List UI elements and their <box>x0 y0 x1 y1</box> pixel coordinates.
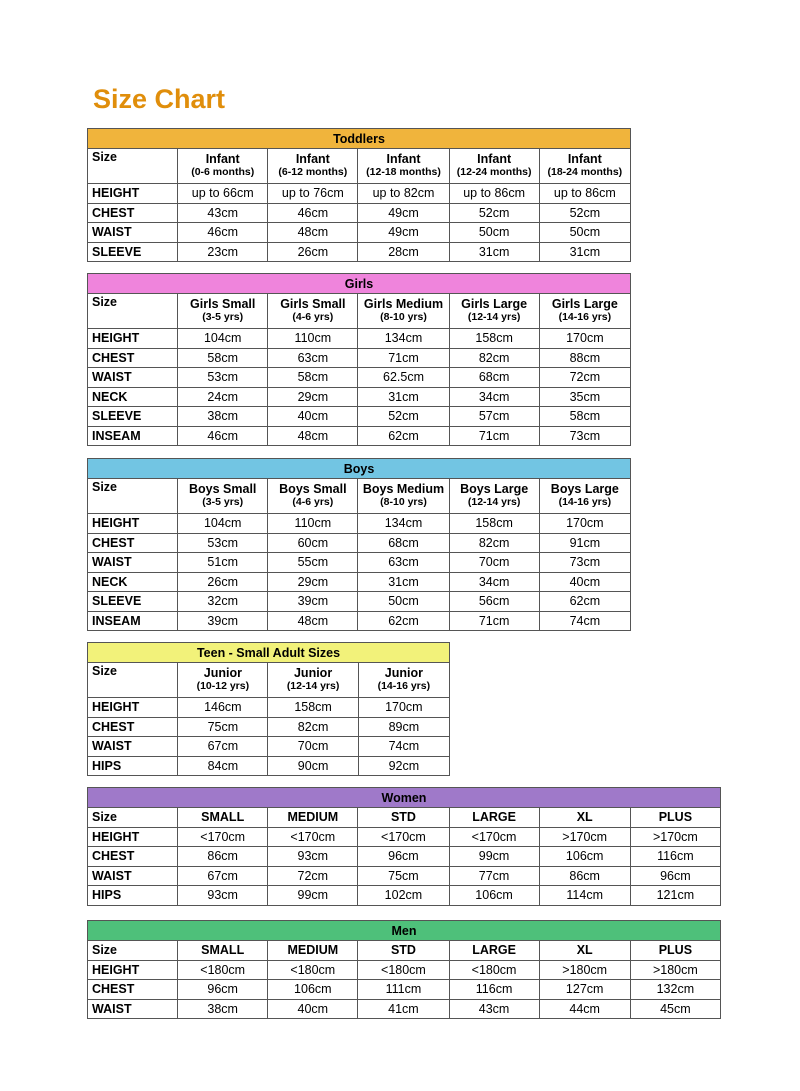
teen-column-header <box>358 663 449 698</box>
toddlers-cell: 43cm <box>178 203 268 223</box>
girls-cell: 72cm <box>539 368 630 388</box>
teen-column-header <box>268 663 358 698</box>
toddlers-column-header <box>449 149 539 184</box>
girls-cell: 48cm <box>268 426 358 446</box>
men-row-label: WAIST <box>88 999 178 1019</box>
table-row <box>88 592 631 612</box>
women-size-label: Size <box>88 808 178 828</box>
girls-column-header <box>449 294 539 329</box>
women-column-header: STD <box>358 808 449 828</box>
boys-cell: 91cm <box>539 533 630 553</box>
table-row <box>88 717 450 737</box>
boys-cell: 68cm <box>358 533 449 553</box>
table-row <box>88 698 450 718</box>
boys-cell: 39cm <box>268 592 358 612</box>
men-cell: 111cm <box>358 980 449 1000</box>
boys-column-header <box>449 479 539 514</box>
boys-cell: 29cm <box>268 572 358 592</box>
table-row <box>88 329 631 349</box>
toddlers-cell: up to 86cm <box>449 184 539 204</box>
teen-cell: 70cm <box>268 737 358 757</box>
girls-cell: 71cm <box>449 426 539 446</box>
teen-cell: 158cm <box>268 698 358 718</box>
toddlers-column-header <box>539 149 630 184</box>
toddlers-row-label: CHEST <box>88 203 178 223</box>
women-cell: 77cm <box>449 866 539 886</box>
toddlers-cell: 31cm <box>449 242 539 262</box>
toddlers-cell: 48cm <box>268 223 358 243</box>
boys-cell: 62cm <box>539 592 630 612</box>
men-cell: 96cm <box>178 980 268 1000</box>
girls-column-name: Girls Large <box>551 297 618 311</box>
girls-column-name: Girls Large <box>461 297 528 311</box>
toddlers-column-name: Infant <box>295 152 330 166</box>
teen-column-name: Junior <box>203 666 242 680</box>
boys-header: Boys <box>88 459 631 479</box>
toddlers-cell: 52cm <box>449 203 539 223</box>
boys-row-label: SLEEVE <box>88 592 178 612</box>
boys-column-header <box>178 479 268 514</box>
toddlers-cell: up to 66cm <box>178 184 268 204</box>
toddlers-cell: up to 86cm <box>539 184 630 204</box>
teen-cell: 170cm <box>358 698 449 718</box>
girls-cell: 58cm <box>178 348 268 368</box>
boys-column-age-range: (14-16 yrs) <box>558 496 612 508</box>
boys-cell: 134cm <box>358 514 449 534</box>
girls-row-label: SLEEVE <box>88 407 178 427</box>
girls-cell: 29cm <box>268 387 358 407</box>
men-cell: <180cm <box>449 960 539 980</box>
boys-table <box>87 458 631 631</box>
boys-cell: 63cm <box>358 553 449 573</box>
girls-cell: 52cm <box>358 407 449 427</box>
table-row <box>88 756 450 776</box>
boys-cell: 170cm <box>539 514 630 534</box>
boys-cell: 48cm <box>268 611 358 631</box>
women-column-header: SMALL <box>178 808 268 828</box>
toddlers-table <box>87 128 631 262</box>
toddlers-column-age-range: (18-24 months) <box>547 166 623 178</box>
boys-cell: 31cm <box>358 572 449 592</box>
toddlers-column-name: Infant <box>386 152 421 166</box>
teen-cell: 82cm <box>268 717 358 737</box>
men-cell: <180cm <box>268 960 358 980</box>
table-row <box>88 737 450 757</box>
women-cell: 86cm <box>539 866 630 886</box>
women-cell: <170cm <box>358 827 449 847</box>
girls-table <box>87 273 631 446</box>
boys-column-header <box>358 479 449 514</box>
women-cell: 99cm <box>268 886 358 906</box>
toddlers-column-age-range: (0-6 months) <box>191 166 255 178</box>
women-cell: <170cm <box>178 827 268 847</box>
toddlers-cell: 28cm <box>358 242 449 262</box>
toddlers-cell: 46cm <box>268 203 358 223</box>
girls-cell: 158cm <box>449 329 539 349</box>
toddlers-cell: 46cm <box>178 223 268 243</box>
table-row <box>88 886 721 906</box>
girls-column-header <box>539 294 630 329</box>
table-row <box>88 348 631 368</box>
boys-cell: 40cm <box>539 572 630 592</box>
girls-cell: 58cm <box>539 407 630 427</box>
girls-row-label: HEIGHT <box>88 329 178 349</box>
girls-column-age-range: (14-16 yrs) <box>558 311 612 323</box>
boys-cell: 32cm <box>178 592 268 612</box>
men-column-header: SMALL <box>178 941 268 961</box>
teen-table <box>87 642 450 776</box>
women-cell: 106cm <box>539 847 630 867</box>
women-cell: 67cm <box>178 866 268 886</box>
girls-cell: 88cm <box>539 348 630 368</box>
toddlers-cell: 50cm <box>539 223 630 243</box>
boys-cell: 110cm <box>268 514 358 534</box>
teen-row-label: WAIST <box>88 737 178 757</box>
teen-header: Teen - Small Adult Sizes <box>88 643 450 663</box>
boys-cell: 39cm <box>178 611 268 631</box>
boys-cell: 82cm <box>449 533 539 553</box>
teen-cell: 84cm <box>178 756 268 776</box>
boys-row-label: WAIST <box>88 553 178 573</box>
boys-cell: 70cm <box>449 553 539 573</box>
boys-cell: 51cm <box>178 553 268 573</box>
men-column-header: LARGE <box>449 941 539 961</box>
men-cell: 44cm <box>539 999 630 1019</box>
table-row <box>88 223 631 243</box>
table-row <box>88 368 631 388</box>
teen-row-label: CHEST <box>88 717 178 737</box>
men-cell: >180cm <box>630 960 720 980</box>
girls-cell: 40cm <box>268 407 358 427</box>
teen-cell: 90cm <box>268 756 358 776</box>
boys-cell: 55cm <box>268 553 358 573</box>
teen-column-header <box>178 663 268 698</box>
toddlers-column-age-range: (12-18 months) <box>366 166 441 178</box>
men-header: Men <box>88 921 721 941</box>
women-row-label: WAIST <box>88 866 178 886</box>
women-column-header: PLUS <box>630 808 720 828</box>
women-cell: >170cm <box>630 827 720 847</box>
boys-cell: 26cm <box>178 572 268 592</box>
boys-column-name: Boys Small <box>279 482 347 496</box>
girls-column-age-range: (12-14 yrs) <box>467 311 521 323</box>
boys-cell: 74cm <box>539 611 630 631</box>
women-cell: <170cm <box>449 827 539 847</box>
page-title: Size Chart <box>93 84 226 114</box>
men-cell: 40cm <box>268 999 358 1019</box>
toddlers-cell: up to 82cm <box>358 184 449 204</box>
table-row <box>88 407 631 427</box>
girls-column-header <box>268 294 358 329</box>
girls-cell: 71cm <box>358 348 449 368</box>
toddlers-column-name: Infant <box>567 152 602 166</box>
women-column-header: XL <box>539 808 630 828</box>
girls-column-name: Girls Small <box>190 297 256 311</box>
boys-column-age-range: (3-5 yrs) <box>202 496 244 508</box>
girls-cell: 58cm <box>268 368 358 388</box>
girls-cell: 170cm <box>539 329 630 349</box>
men-cell: 43cm <box>449 999 539 1019</box>
teen-cell: 74cm <box>358 737 449 757</box>
boys-cell: 60cm <box>268 533 358 553</box>
teen-column-age-range: (14-16 yrs) <box>377 680 431 692</box>
women-cell: <170cm <box>268 827 358 847</box>
girls-row-label: WAIST <box>88 368 178 388</box>
girls-cell: 68cm <box>449 368 539 388</box>
boys-column-header <box>539 479 630 514</box>
boys-column-age-range: (12-14 yrs) <box>467 496 521 508</box>
women-cell: >170cm <box>539 827 630 847</box>
toddlers-header: Toddlers <box>88 129 631 149</box>
women-row-label: HIPS <box>88 886 178 906</box>
women-cell: 86cm <box>178 847 268 867</box>
boys-row-label: CHEST <box>88 533 178 553</box>
toddlers-cell: 23cm <box>178 242 268 262</box>
boys-column-name: Boys Large <box>460 482 529 496</box>
table-row <box>88 980 721 1000</box>
toddlers-row-label: SLEEVE <box>88 242 178 262</box>
boys-column-name: Boys Small <box>189 482 257 496</box>
table-row <box>88 553 631 573</box>
girls-column-age-range: (3-5 yrs) <box>202 311 244 323</box>
table-row <box>88 426 631 446</box>
boys-cell: 34cm <box>449 572 539 592</box>
men-cell: 127cm <box>539 980 630 1000</box>
men-cell: 116cm <box>449 980 539 1000</box>
men-cell: <180cm <box>358 960 449 980</box>
girls-cell: 110cm <box>268 329 358 349</box>
table-row <box>88 203 631 223</box>
women-cell: 116cm <box>630 847 720 867</box>
men-cell: >180cm <box>539 960 630 980</box>
girls-cell: 62cm <box>358 426 449 446</box>
teen-column-name: Junior <box>384 666 423 680</box>
table-row <box>88 960 721 980</box>
women-cell: 96cm <box>358 847 449 867</box>
girls-cell: 134cm <box>358 329 449 349</box>
toddlers-cell: 49cm <box>358 223 449 243</box>
toddlers-cell: 50cm <box>449 223 539 243</box>
teen-row-label: HEIGHT <box>88 698 178 718</box>
girls-column-age-range: (4-6 yrs) <box>292 311 334 323</box>
teen-cell: 146cm <box>178 698 268 718</box>
toddlers-column-header <box>178 149 268 184</box>
table-row <box>88 999 721 1019</box>
men-cell: 45cm <box>630 999 720 1019</box>
boys-cell: 73cm <box>539 553 630 573</box>
teen-cell: 89cm <box>358 717 449 737</box>
women-column-header: MEDIUM <box>268 808 358 828</box>
women-cell: 93cm <box>268 847 358 867</box>
men-column-header: PLUS <box>630 941 720 961</box>
girls-row-label: CHEST <box>88 348 178 368</box>
girls-cell: 63cm <box>268 348 358 368</box>
table-row <box>88 847 721 867</box>
boys-column-name: Boys Large <box>550 482 619 496</box>
women-cell: 114cm <box>539 886 630 906</box>
girls-cell: 57cm <box>449 407 539 427</box>
teen-cell: 92cm <box>358 756 449 776</box>
boys-column-age-range: (8-10 yrs) <box>380 496 427 508</box>
toddlers-cell: up to 76cm <box>268 184 358 204</box>
women-column-header: LARGE <box>449 808 539 828</box>
men-cell: 132cm <box>630 980 720 1000</box>
women-cell: 72cm <box>268 866 358 886</box>
boys-row-label: NECK <box>88 572 178 592</box>
boys-cell: 104cm <box>178 514 268 534</box>
toddlers-row-label: HEIGHT <box>88 184 178 204</box>
girls-cell: 53cm <box>178 368 268 388</box>
men-column-header: STD <box>358 941 449 961</box>
women-table <box>87 787 721 906</box>
women-cell: 121cm <box>630 886 720 906</box>
boys-column-age-range: (4-6 yrs) <box>292 496 334 508</box>
table-row <box>88 387 631 407</box>
men-cell: 41cm <box>358 999 449 1019</box>
men-row-label: HEIGHT <box>88 960 178 980</box>
women-cell: 106cm <box>449 886 539 906</box>
girls-cell: 35cm <box>539 387 630 407</box>
men-column-header: MEDIUM <box>268 941 358 961</box>
teen-cell: 67cm <box>178 737 268 757</box>
women-cell: 99cm <box>449 847 539 867</box>
table-row <box>88 184 631 204</box>
toddlers-cell: 52cm <box>539 203 630 223</box>
men-cell: 106cm <box>268 980 358 1000</box>
girls-cell: 31cm <box>358 387 449 407</box>
girls-cell: 46cm <box>178 426 268 446</box>
girls-cell: 62.5cm <box>358 368 449 388</box>
men-column-header: XL <box>539 941 630 961</box>
boys-column-name: Boys Medium <box>362 482 445 496</box>
women-cell: 75cm <box>358 866 449 886</box>
men-table <box>87 920 721 1019</box>
toddlers-column-header <box>358 149 449 184</box>
teen-cell: 75cm <box>178 717 268 737</box>
toddlers-cell: 26cm <box>268 242 358 262</box>
teen-column-name: Junior <box>293 666 333 680</box>
women-cell: 102cm <box>358 886 449 906</box>
girls-cell: 104cm <box>178 329 268 349</box>
women-row-label: HEIGHT <box>88 827 178 847</box>
table-row <box>88 866 721 886</box>
boys-cell: 71cm <box>449 611 539 631</box>
toddlers-column-name: Infant <box>477 152 512 166</box>
girls-size-label: Size <box>88 294 178 329</box>
girls-column-name: Girls Small <box>280 297 346 311</box>
men-cell: <180cm <box>178 960 268 980</box>
women-header: Women <box>88 788 721 808</box>
girls-column-header <box>178 294 268 329</box>
teen-row-label: HIPS <box>88 756 178 776</box>
teen-size-label: Size <box>88 663 178 698</box>
boys-cell: 158cm <box>449 514 539 534</box>
toddlers-column-age-range: (6-12 months) <box>278 166 348 178</box>
toddlers-cell: 31cm <box>539 242 630 262</box>
girls-header: Girls <box>88 274 631 294</box>
table-row <box>88 572 631 592</box>
men-cell: 38cm <box>178 999 268 1019</box>
girls-cell: 73cm <box>539 426 630 446</box>
boys-cell: 62cm <box>358 611 449 631</box>
girls-cell: 34cm <box>449 387 539 407</box>
toddlers-column-name: Infant <box>205 152 240 166</box>
toddlers-size-label: Size <box>88 149 178 184</box>
women-row-label: CHEST <box>88 847 178 867</box>
boys-column-header <box>268 479 358 514</box>
girls-cell: 38cm <box>178 407 268 427</box>
women-cell: 93cm <box>178 886 268 906</box>
boys-row-label: INSEAM <box>88 611 178 631</box>
toddlers-row-label: WAIST <box>88 223 178 243</box>
table-row <box>88 242 631 262</box>
girls-cell: 82cm <box>449 348 539 368</box>
women-cell: 96cm <box>630 866 720 886</box>
boys-row-label: HEIGHT <box>88 514 178 534</box>
toddlers-cell: 49cm <box>358 203 449 223</box>
boys-size-label: Size <box>88 479 178 514</box>
table-row <box>88 827 721 847</box>
girls-row-label: NECK <box>88 387 178 407</box>
boys-cell: 50cm <box>358 592 449 612</box>
men-row-label: CHEST <box>88 980 178 1000</box>
girls-row-label: INSEAM <box>88 426 178 446</box>
girls-column-age-range: (8-10 yrs) <box>380 311 427 323</box>
toddlers-column-age-range: (12-24 months) <box>456 166 532 178</box>
toddlers-column-header <box>268 149 358 184</box>
girls-cell: 24cm <box>178 387 268 407</box>
table-row <box>88 533 631 553</box>
girls-column-header <box>358 294 449 329</box>
table-row <box>88 611 631 631</box>
girls-column-name: Girls Medium <box>363 297 444 311</box>
teen-column-age-range: (10-12 yrs) <box>196 680 250 692</box>
teen-column-age-range: (12-14 yrs) <box>286 680 340 692</box>
boys-cell: 53cm <box>178 533 268 553</box>
men-size-label: Size <box>88 941 178 961</box>
boys-cell: 56cm <box>449 592 539 612</box>
table-row <box>88 514 631 534</box>
